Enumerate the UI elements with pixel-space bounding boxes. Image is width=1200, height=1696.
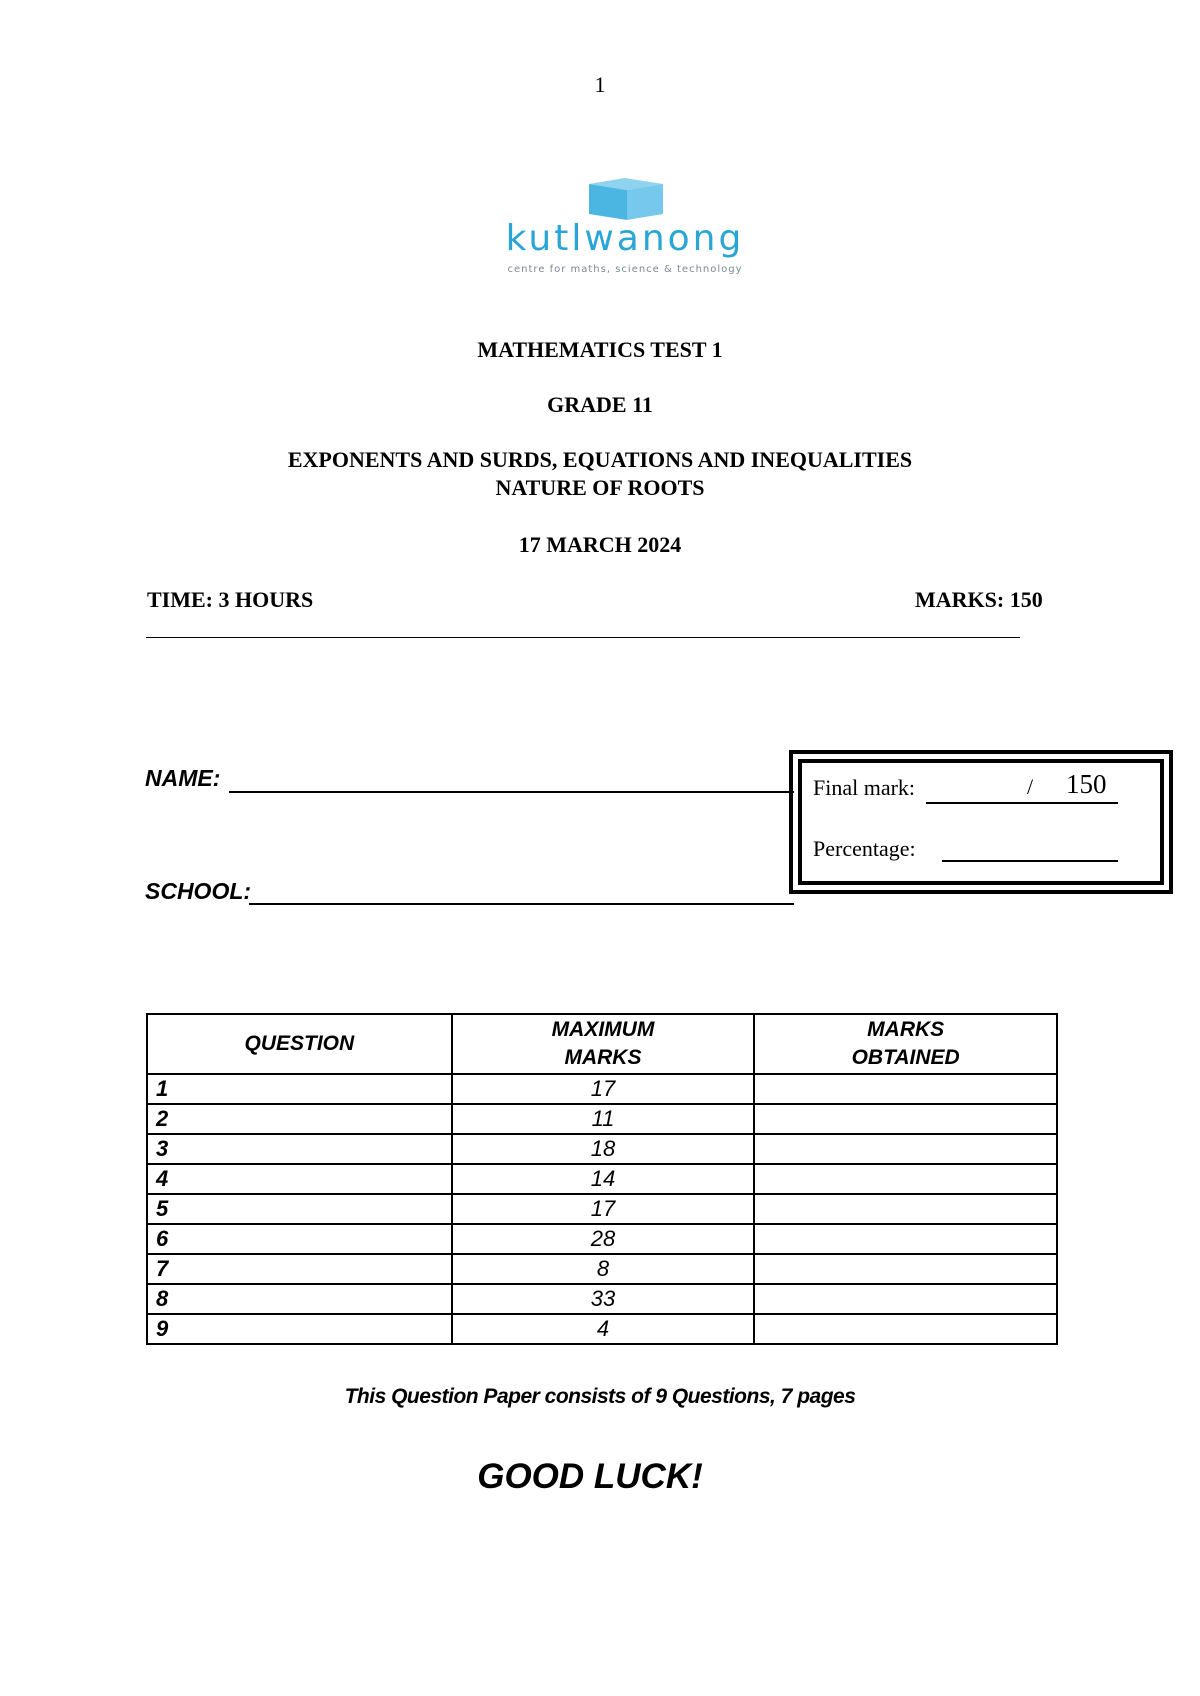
grade: GRADE 11 [547, 392, 653, 417]
maximum-marks: 14 [452, 1164, 755, 1194]
question-number: 1 [147, 1074, 452, 1104]
cube-icon [583, 176, 667, 220]
table-row [147, 1164, 1057, 1194]
question-number: 2 [147, 1104, 452, 1134]
percentage-field[interactable] [942, 860, 1118, 862]
table-row [147, 1074, 1057, 1104]
question-number: 3 [147, 1134, 452, 1164]
marks-obtained-cell[interactable] [754, 1074, 1057, 1104]
maximum-marks: 17 [452, 1074, 755, 1104]
school-label: SCHOOL: [145, 878, 252, 904]
final-mark-label: Final mark: [813, 775, 916, 800]
question-number: 6 [147, 1224, 452, 1254]
name-label: NAME: [145, 765, 221, 791]
final-mark-slash: / [1027, 774, 1034, 799]
test-title: MATHEMATICS TEST 1 [477, 337, 723, 362]
logo-wordmark: kutlwanong [505, 218, 745, 259]
table-row [147, 1254, 1057, 1284]
table-row [147, 1224, 1057, 1254]
table-header-row [147, 1014, 1057, 1074]
marks-obtained-cell[interactable] [754, 1224, 1057, 1254]
question-number: 8 [147, 1284, 452, 1314]
marks-obtained-cell[interactable] [754, 1134, 1057, 1164]
table-row [147, 1284, 1057, 1314]
table-row [147, 1314, 1057, 1344]
time-allowed: TIME: 3 HOURS [147, 587, 314, 612]
table-row [147, 1194, 1057, 1224]
final-mark-box [789, 750, 1173, 894]
test-date: 17 MARCH 2024 [518, 532, 682, 557]
maximum-marks: 18 [452, 1134, 755, 1164]
marks-obtained-cell[interactable] [754, 1164, 1057, 1194]
table-row [147, 1104, 1057, 1134]
good-luck-message: GOOD LUCK! [477, 1457, 703, 1496]
school-field[interactable] [249, 903, 794, 905]
marks-table [146, 1013, 1058, 1345]
question-number: 9 [147, 1314, 452, 1344]
logo-tagline: centre for maths, science & technology [507, 264, 743, 275]
maximum-marks: 4 [452, 1314, 755, 1344]
maximum-marks: 8 [452, 1254, 755, 1284]
total-marks: MARKS: 150 [915, 587, 1043, 612]
percentage-label: Percentage: [813, 836, 916, 861]
marks-obtained-cell[interactable] [754, 1254, 1057, 1284]
question-number: 5 [147, 1194, 452, 1224]
topics-line-2: NATURE OF ROOTS [495, 475, 705, 500]
divider [146, 637, 1020, 638]
name-field[interactable] [229, 791, 794, 793]
table-row [147, 1134, 1057, 1164]
marks-obtained-cell[interactable] [754, 1194, 1057, 1224]
final-mark-field[interactable] [926, 802, 1118, 804]
marks-obtained-cell[interactable] [754, 1104, 1057, 1134]
page-number: 1 [594, 72, 606, 97]
marks-obtained-cell[interactable] [754, 1284, 1057, 1314]
final-mark-total: 150 [1066, 769, 1107, 799]
marks-obtained-cell[interactable] [754, 1314, 1057, 1344]
logo [480, 170, 770, 280]
header-question: QUESTION [147, 1014, 452, 1074]
topics-line-1: EXPONENTS AND SURDS, EQUATIONS AND INEQUALITIES [287, 447, 913, 472]
header-maximum-marks: MAXIMUM MARKS [452, 1014, 755, 1074]
maximum-marks: 33 [452, 1284, 755, 1314]
paper-info-note: This Question Paper consists of 9 Questions, 7 pages [344, 1385, 856, 1408]
header-marks-obtained: MARKS OBTAINED [754, 1014, 1057, 1074]
question-number: 4 [147, 1164, 452, 1194]
maximum-marks: 17 [452, 1194, 755, 1224]
maximum-marks: 11 [452, 1104, 755, 1134]
maximum-marks: 28 [452, 1224, 755, 1254]
question-number: 7 [147, 1254, 452, 1284]
